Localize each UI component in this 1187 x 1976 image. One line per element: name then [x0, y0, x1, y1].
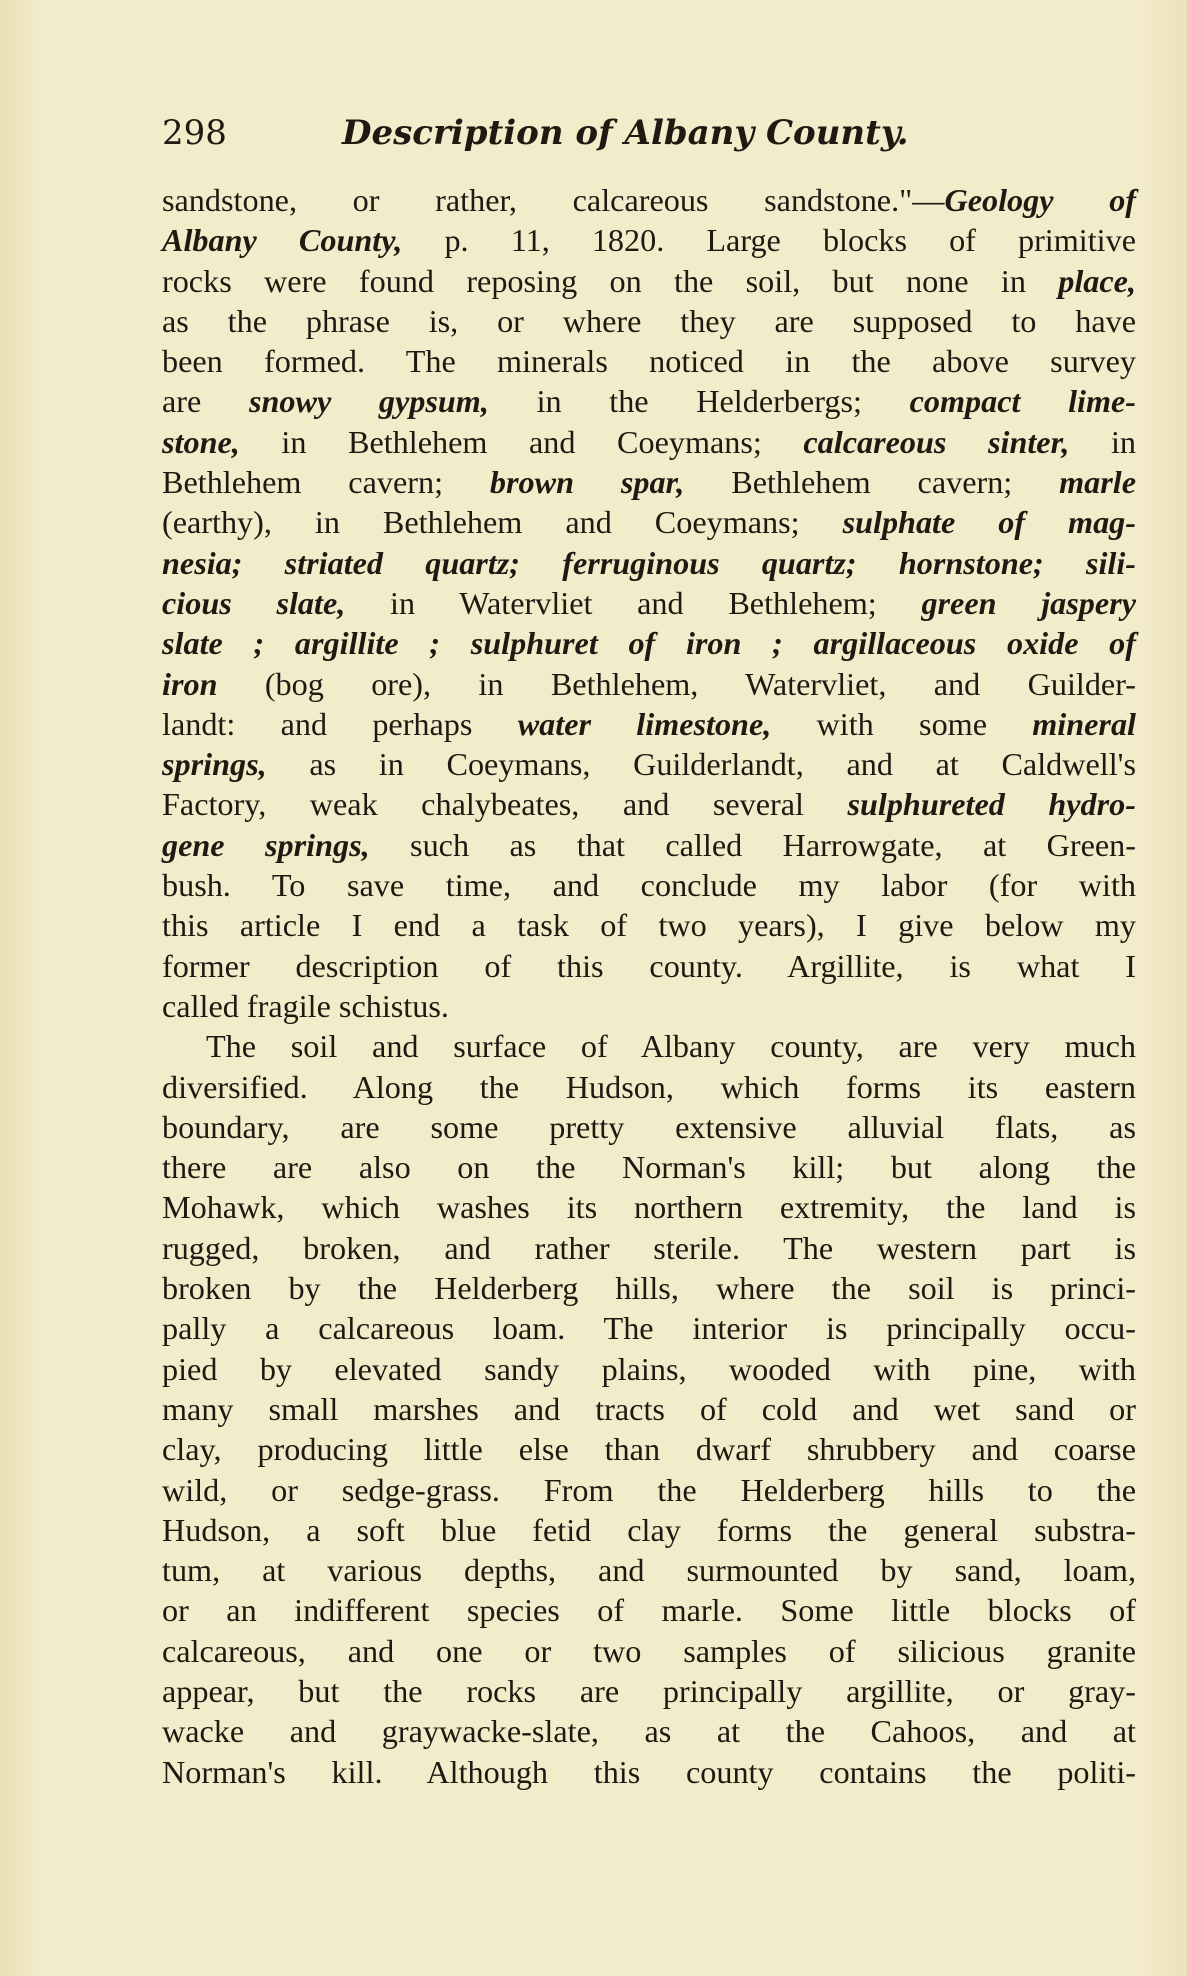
text-segment: been formed. The minerals noticed in the above survey: [162, 343, 1136, 380]
text-line: [162, 1470, 1136, 1510]
italic-term: iron: [162, 665, 218, 702]
text-line: [162, 1671, 1136, 1711]
italic-term: place,: [1058, 262, 1136, 299]
italic-term: slate ; argillite ; sulphuret of iron ; argillaceous oxide of: [162, 625, 1136, 662]
text-line: [162, 1550, 1136, 1590]
text-segment: p. 11, 1820. Large blocks of primitive: [402, 222, 1136, 259]
text-segment: or an indifferent species of marle. Some little blocks of: [162, 1592, 1136, 1629]
text-segment: (bog ore), in Bethlehem, Watervliet, and Guilder-: [217, 665, 1136, 702]
text-segment: Mohawk, which washes its northern extremity, the land is: [162, 1189, 1136, 1226]
text-line: [162, 381, 1136, 421]
text-segment: Hudson, a soft blue fetid clay forms the general substra-: [162, 1511, 1136, 1548]
italic-term: mineral: [1032, 705, 1136, 742]
text-line: [162, 744, 1136, 784]
text-line: [162, 905, 1136, 945]
text-line: [162, 1026, 1136, 1066]
text-line: [162, 704, 1136, 744]
italic-term: snowy gypsum,: [248, 383, 489, 420]
text-segment: as in Coeymans, Guilderlandt, and at Caldwell's: [266, 746, 1136, 783]
text-line: [162, 543, 1136, 583]
italic-term: calcareous sinter,: [803, 423, 1070, 460]
text-segment: Factory, weak chalybeates, and several: [162, 786, 848, 823]
text-segment: boundary, are some pretty extensive alluvial flats, as: [162, 1108, 1136, 1145]
text-line: [162, 1510, 1136, 1550]
text-line: [162, 1067, 1136, 1107]
text-line: [162, 1389, 1136, 1429]
text-line: [162, 1752, 1136, 1792]
text-segment: pied by elevated sandy plains, wooded with pine, with: [162, 1350, 1136, 1387]
italic-term: marle: [1059, 464, 1136, 501]
text-line: [162, 623, 1136, 663]
text-line: [162, 1228, 1136, 1268]
italic-term: sulphureted hydro-: [847, 786, 1136, 823]
text-segment: in: [1069, 423, 1136, 460]
text-segment: diversified. Along the Hudson, which forms its eastern: [162, 1068, 1136, 1105]
text-segment: tum, at various depths, and surmounted by sand, loam,: [162, 1552, 1136, 1589]
text-line: [162, 1631, 1136, 1671]
text-line: [162, 986, 1136, 1026]
text-segment: Bethlehem cavern;: [162, 464, 490, 501]
text-segment: such as that called Harrowgate, at Green-: [369, 826, 1136, 863]
text-segment: in Watervliet and Bethlehem;: [345, 584, 922, 621]
text-line: [162, 1711, 1136, 1751]
text-segment: clay, producing little else than dwarf shrubbery and coarse: [162, 1431, 1136, 1468]
text-segment: calcareous, and one or two samples of silicious granite: [162, 1632, 1136, 1669]
italic-term: compact lime-: [909, 383, 1137, 420]
text-segment: in the Helderbergs;: [488, 383, 910, 420]
text-segment: wacke and graywacke-slate, as at the Cahoos, and at: [162, 1713, 1136, 1750]
text-line: [162, 1590, 1136, 1630]
text-segment: this article I end a task of two years), I give below my: [162, 907, 1136, 944]
text-line: [162, 825, 1136, 865]
italic-term: stone,: [162, 423, 240, 460]
text-line: [162, 1147, 1136, 1187]
text-segment: Norman's kill. Although this county contains the politi-: [162, 1753, 1136, 1790]
text-segment: there are also on the Norman's kill; but along the: [162, 1149, 1136, 1186]
italic-term: nesia; striated quartz; ferruginous quartz; hornstone; sili-: [162, 544, 1136, 581]
text-line: [162, 301, 1136, 341]
text-line: [162, 1107, 1136, 1147]
italic-term: water limestone,: [517, 705, 772, 742]
text-line: [162, 502, 1136, 542]
text-line: [162, 946, 1136, 986]
text-segment: appear, but the rocks are principally argillite, or gray-: [162, 1672, 1136, 1709]
text-segment: many small marshes and tracts of cold and wet sand or: [162, 1390, 1136, 1427]
text-segment: called fragile schistus.: [162, 987, 449, 1024]
text-segment: wild, or sedge-grass. From the Helderberg hills to the: [162, 1471, 1136, 1508]
text-segment: in Bethlehem and Coeymans;: [239, 423, 804, 460]
italic-term: gene springs,: [162, 826, 370, 863]
text-line: [162, 865, 1136, 905]
text-segment: sandstone, or rather, calcareous sandstone."—: [162, 182, 945, 218]
text-segment: as the phrase is, or where they are supposed to have: [162, 302, 1136, 339]
text-segment: former description of this county. Argillite, is what I: [162, 947, 1136, 984]
italic-term: sulphate of mag-: [842, 504, 1136, 541]
italic-term: springs,: [162, 746, 267, 783]
text-segment: rocks were found reposing on the soil, but none in: [162, 262, 1059, 299]
text-line: [162, 1308, 1136, 1348]
text-line: [162, 261, 1136, 301]
text-line: [162, 341, 1136, 381]
text-line: [162, 664, 1136, 704]
text-line: [162, 462, 1136, 502]
text-segment: rugged, broken, and rather sterile. The western part is: [162, 1229, 1136, 1266]
text-segment: (earthy), in Bethlehem and Coeymans;: [162, 504, 843, 541]
text-line: [162, 220, 1136, 260]
body-text: [162, 180, 1136, 1792]
text-segment: The soil and surface of Albany county, are very much: [206, 1028, 1136, 1065]
text-segment: are: [162, 383, 249, 420]
text-line: [162, 583, 1136, 623]
text-segment: landt: and perhaps: [162, 705, 518, 742]
page-header: [162, 108, 1102, 158]
text-line: [162, 422, 1136, 462]
italic-term: Geology of: [944, 182, 1137, 218]
text-segment: bush. To save time, and conclude my labor (for with: [162, 867, 1136, 904]
running-title: Description of Albany County.: [342, 113, 909, 153]
text-segment: with some: [771, 705, 1033, 742]
italic-term: green jaspery: [921, 584, 1136, 621]
text-line: [162, 1429, 1136, 1469]
text-line: [162, 1187, 1136, 1227]
text-line: [162, 784, 1136, 824]
italic-term: cious slate,: [162, 584, 346, 621]
text-line: [162, 180, 1136, 220]
text-line: [162, 1349, 1136, 1389]
text-line: [162, 1268, 1136, 1308]
text-segment: broken by the Helderberg hills, where the soil is princi-: [162, 1270, 1136, 1307]
page-number: 298: [162, 113, 227, 153]
text-segment: Bethlehem cavern;: [684, 464, 1060, 501]
italic-term: brown spar,: [489, 464, 685, 501]
italic-term: Albany County,: [162, 222, 403, 259]
text-segment: pally a calcareous loam. The interior is principally occu-: [162, 1310, 1136, 1347]
